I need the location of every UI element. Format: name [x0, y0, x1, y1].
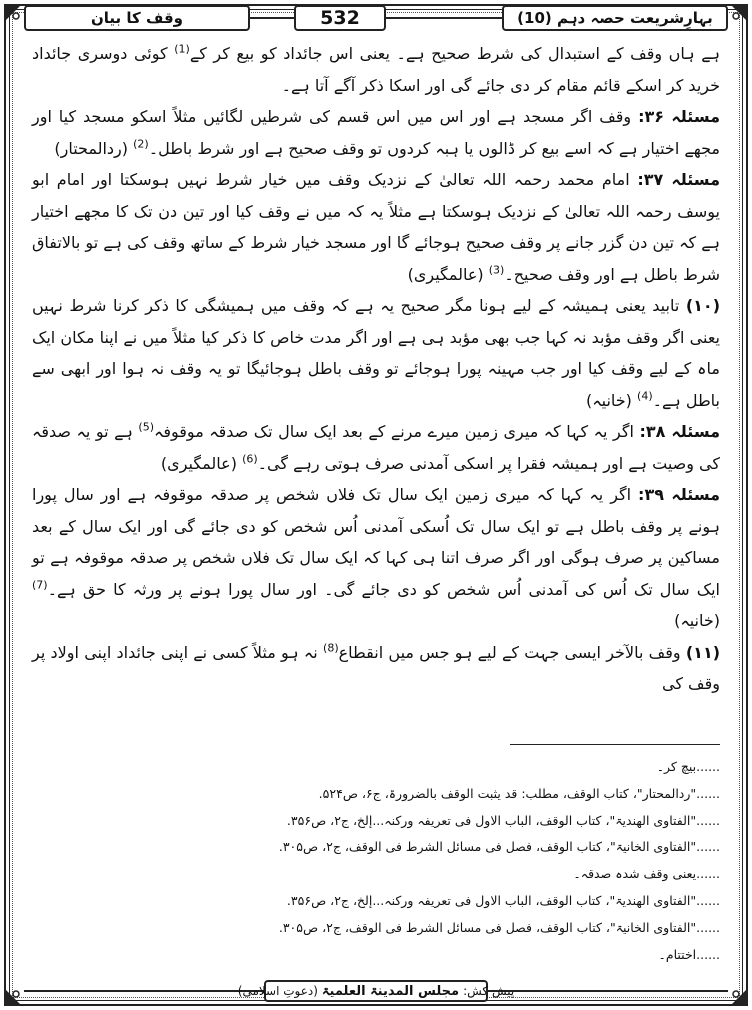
- corner-ornament-icon: [728, 2, 750, 24]
- masla-38: مسئلہ ۳۸: اگر یہ کہا کہ میری زمین میرے مرنے کے بعد ایک سال تک صدقہ موقوفہ$^{(5)}$ ہے تو یہ صدقہ کی وصیت ہے اور ہمیشہ فقرا پر اسکی آمدنی صرف ہوتی رہے گی۔$^{(6)}$ (عالمگیری): [32, 420, 721, 473]
- footnote-ref: (6): [242, 452, 258, 466]
- footnote-divider: [510, 744, 720, 745]
- footnote-item: ......بیچ کر۔: [656, 759, 720, 774]
- footnote-item: ......"الفتاوی الھندیۃ"، کتاب الوقف، الباب الاول فی تعریفہ ورکنہ...إلخ، ج۲، ص۳۵۶.: [286, 812, 720, 828]
- condition-label: (۱۰): [685, 296, 720, 315]
- footnote-item: ......"الفتاوی الخانیۃ"، کتاب الوقف، فصل فی مسائل الشرط فی الوقف، ج۲، ص۳۰۵.: [278, 839, 720, 855]
- masla-label: مسئلہ ۳۸:: [639, 422, 721, 441]
- masla-label: مسئلہ ۳۷:: [637, 170, 720, 189]
- footnote-ref: (1): [174, 42, 190, 56]
- source-citation: (خانیہ): [674, 611, 720, 630]
- page-header: [24, 5, 728, 33]
- footnote-item: ......اختتام۔: [658, 946, 720, 962]
- masla-36: مسئلہ ۳۶: وقف اگر مسجد ہے اور اس میں اس قسم کی شرطیں لگائیں مثلاً اسکو مسجد کیا اور مجھے اختیار ہے کہ اسے بیع کر ڈالوں یا ہبہ کردوں تو وقف صحیح ہے اور شرط باطل۔$^{(2)}$ (ردالمحتار): [32, 107, 721, 158]
- masla-label: مسئلہ ۳۶:: [638, 107, 721, 126]
- page-number: 532: [294, 5, 386, 31]
- paragraph-intro: ہے ہاں وقف کے استبدال کی شرط صحیح ہے۔ یعنی اس جائداد کو بیع کر کے$^{(1)}$ کوئی دوسری جائداد خرید کر اسکے قائم مقام کر دی جائے گی اور اسکا ذکر آگے آتا ہے۔: [32, 42, 721, 95]
- source-citation: (ردالمحتار): [54, 138, 129, 158]
- header-rule: [386, 17, 502, 19]
- chapter-title: وقف کا بیان: [24, 5, 250, 31]
- main-content: [32, 38, 720, 700]
- condition-10: (۱۰) تابید یعنی ہمیشہ کے لیے ہونا مگر صحیح یہ ہے کہ وقف میں ہمیشگی کا ذکر کرنا شرط نہیں یعنی اگر وقف مؤبد نہ کہا جب بھی مؤبد ہی ہے اور اگر مدت خاص کا ذکر کیا مثلاً میں نے اپنا مکان ایک ماہ کے لیے وقف کیا اور جب مہینہ پورا ہوجائے تو وقف باطل ہوجائیگا تو یہ وقف نہ ہوا اور ابھی سے باطل ہے۔$^{(4)}$ (خانیہ): [32, 296, 720, 410]
- publisher-name: مجلس المدینۃ العلمیۃ: [321, 983, 460, 999]
- publisher-subtitle: (دعوتِ اسلامی): [237, 984, 318, 998]
- page-footer: [24, 980, 728, 1004]
- footer-rule: [488, 990, 728, 992]
- corner-ornament-icon: [2, 2, 24, 24]
- source-citation: (خانیہ): [586, 390, 632, 410]
- condition-11: (۱۱) وقف بالآخر ایسی جہت کے لیے ہو جس میں انقطاع$^{(8)}$ نہ ہو مثلاً کسی نے اپنی جائداد اپنی اولاد پر وقف کی: [32, 641, 721, 693]
- footnote-ref: (8): [323, 641, 339, 655]
- book-title: بہارِشریعت حصہ دہم (10): [502, 5, 728, 31]
- source-citation: (عالمگیری): [160, 453, 237, 473]
- footnotes: [32, 754, 720, 968]
- masla-37: مسئلہ ۳۷: امام محمد رحمہ اللہ تعالیٰ کے نزدیک وقف میں خیار شرط نہیں ہوسکتا اور امام ابو یوسف رحمہ اللہ تعالیٰ کے نزدیک ہوسکتا ہے مثلاً یہ کہ میں نے وقف کیا اور تین دن تک کا مجھے اختیار ہے کہ تین دن گزر جانے پر وقف صحیح ہوجائے گا اور مسجد خیار شرط کے ساتھ وقف کی ہے تو بالاتفاق شرط باطل ہے اور وقف صحیح۔$^{(3)}$ (عالمگیری): [32, 170, 720, 284]
- masla-label: مسئلہ ۳۹:: [638, 485, 721, 504]
- footnote-ref: (2): [133, 137, 149, 151]
- header-rule: [250, 17, 294, 19]
- publisher-box: [237, 980, 515, 1002]
- footnote-item: ......"الفتاوی الھندیۃ"، کتاب الوقف، الباب الاول فی تعریفہ ورکنہ...إلخ، ج۲، ص۳۵۶.: [286, 892, 720, 908]
- footer-prefix: پیش کش:: [463, 984, 515, 998]
- masla-39: مسئلہ ۳۹: اگر یہ کہا کہ میری زمین ایک سال تک فلاں شخص پر صدقہ موقوفہ ہے اور سال پورا ہونے پر وقف باطل ہے تو ایک سال تک اُسکی آمدنی اُس شخص کو دی جائے گی اور ایک سال کے بعد مساکین پر صرف ہوگی اور اگر صرف اتنا ہی کہا کہ ایک سال تک فلاں شخص پر صدقہ موقوفہ ہے تو ایک سال تک اُس کی آمدنی اُس شخص کو دی جائے گی۔ اور سال پورا ہونے پر ورثہ کا حق ہے۔$^{(7)}$ (خانیہ): [32, 485, 721, 630]
- footer-rule: [24, 990, 264, 992]
- source-citation: (عالمگیری): [407, 264, 484, 284]
- footnote-item: ......"الفتاوی الخانیۃ"، کتاب الوقف، فصل فی مسائل الشرط فی الوقف، ج۲، ص۳۰۵.: [278, 919, 720, 935]
- corner-ornament-icon: [2, 986, 24, 1008]
- footnote-ref: (5): [138, 420, 154, 434]
- footnote-item: ......یعنی وقف شدہ صدقہ۔: [573, 866, 720, 882]
- corner-ornament-icon: [728, 986, 750, 1008]
- footnote-item: ......"ردالمحتار"، کتاب الوقف، مطلب: قد یثبت الوقف بالضرورۃ، ج۶، ص۵۲۴.: [318, 785, 720, 801]
- footnote-ref: (7): [32, 578, 48, 592]
- footnote-ref: (3): [488, 263, 505, 277]
- footnote-ref: (4): [637, 389, 653, 403]
- condition-label: (۱۱): [685, 642, 721, 662]
